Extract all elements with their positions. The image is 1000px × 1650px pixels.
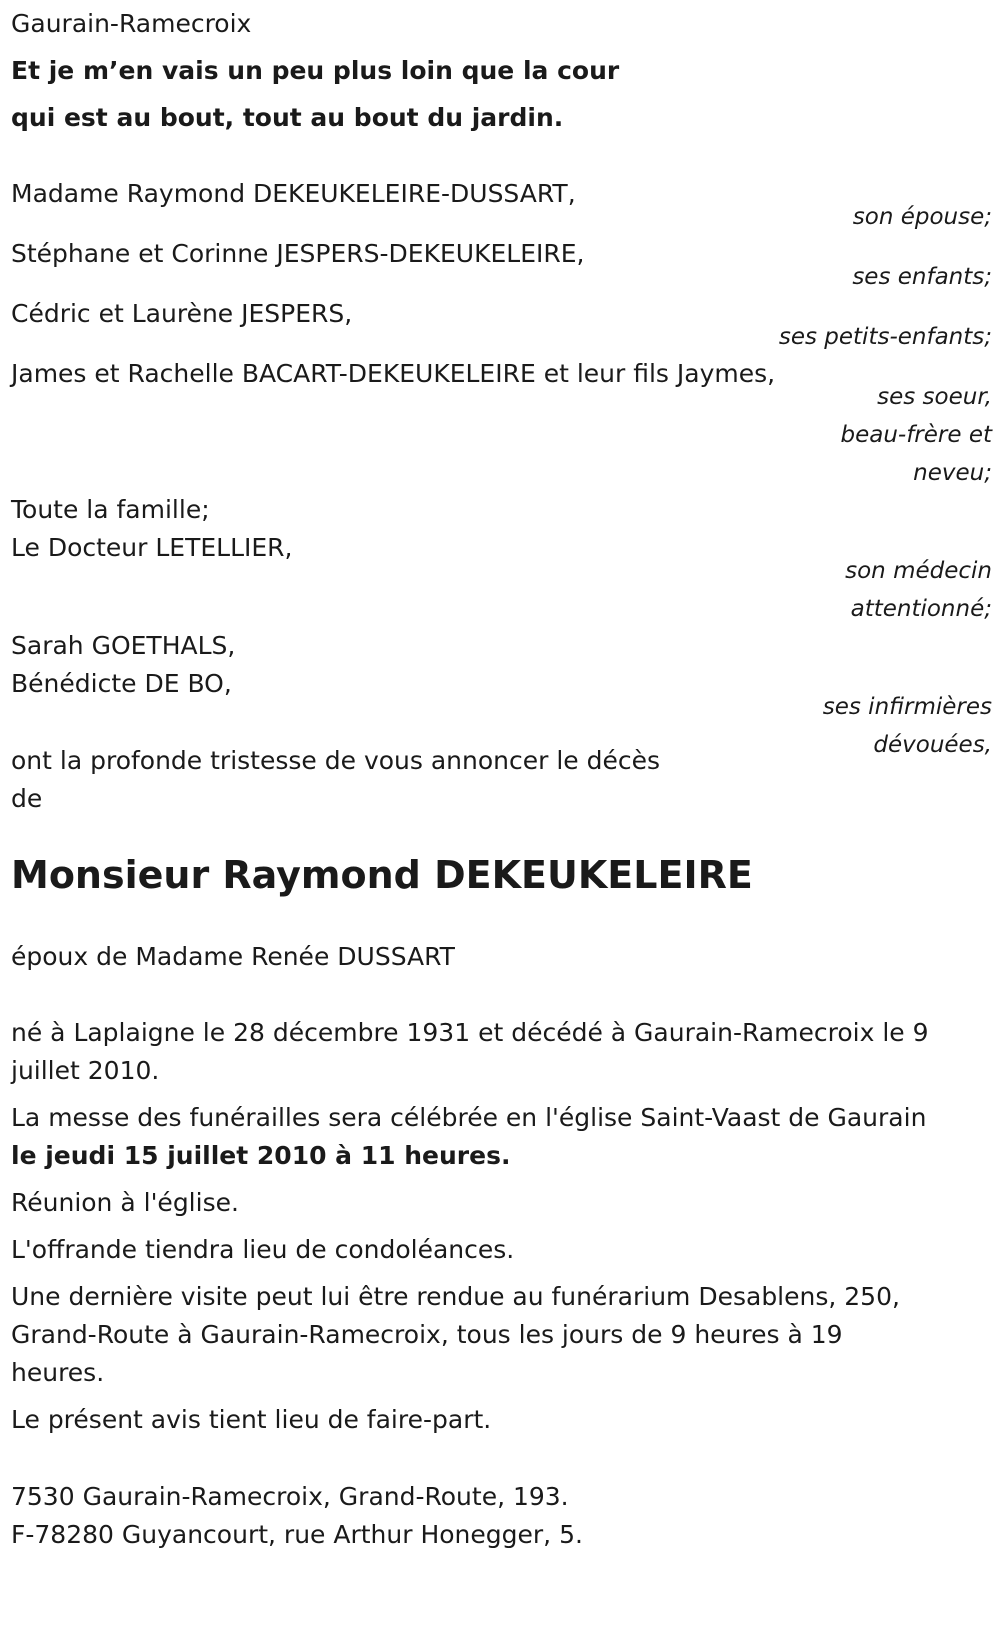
quote-line-1: Et je m’en vais un peu plus loin que la cour [11,56,620,85]
visit-line-2: Grand-Route à Gaurain-Ramecroix, tous les jours de 9 heures à 19 [11,1320,843,1349]
relation-sister-line-1: ses soeur, [877,384,992,410]
meeting-info: Réunion à l'église. [11,1188,239,1217]
birth-death-line-2: juillet 2010. [11,1056,160,1085]
deceased-spouse: époux de Madame Renée DUSSART [11,942,455,971]
family-member-nurse-2: Bénédicte DE BO, [11,669,232,698]
funeral-line-1: La messe des funérailles sera célébrée en l'église Saint-Vaast de Gaurain [11,1103,927,1132]
location-heading: Gaurain-Ramecroix [11,9,252,38]
relation-nurses-line-2: dévouées, [873,732,992,758]
family-member-sister: James et Rachelle BACART-DEKEUKELEIRE et leur fils Jaymes, [11,359,776,388]
deceased-name: Monsieur Raymond DEKEUKELEIRE [11,853,753,897]
announcement-line-2: de [11,784,43,813]
family-member-nurse-1: Sarah GOETHALS, [11,631,236,660]
relation-sister-line-3: neveu; [913,460,992,486]
relation-nurses-line-1: ses infirmières [822,694,992,720]
address-1: 7530 Gaurain-Ramecroix, Grand-Route, 193. [11,1482,569,1511]
visit-line-1: Une dernière visite peut lui être rendue au funérarium Desablens, 250, [11,1282,900,1311]
relation-grandchildren: ses petits-enfants; [778,324,992,350]
address-2: F-78280 Guyancourt, rue Arthur Honegger, 5. [11,1520,583,1549]
family-member-all: Toute la famille; [11,495,210,524]
notice-info: Le présent avis tient lieu de faire-part. [11,1405,492,1434]
family-member-children: Stéphane et Corinne JESPERS-DEKEUKELEIRE, [11,239,585,268]
birth-death-line-1: né à Laplaigne le 28 décembre 1931 et décédé à Gaurain-Ramecroix le 9 [11,1018,929,1047]
funeral-date: le jeudi 15 juillet 2010 à 11 heures. [11,1141,511,1170]
offering-info: L'offrande tiendra lieu de condoléances. [11,1235,515,1264]
visit-line-3: heures. [11,1358,105,1387]
announcement-line-1: ont la profonde tristesse de vous annoncer le décès [11,746,661,775]
relation-sister-line-2: beau-frère et [840,422,992,448]
relation-doctor-line-1: son médecin [845,558,992,584]
family-member-doctor: Le Docteur LETELLIER, [11,533,293,562]
relation-doctor-line-2: attentionné; [850,596,992,622]
family-member-grandchildren: Cédric et Laurène JESPERS, [11,299,353,328]
quote-line-2: qui est au bout, tout au bout du jardin. [11,103,564,132]
relation-children: ses enfants; [852,264,992,290]
family-member-spouse: Madame Raymond DEKEUKELEIRE-DUSSART, [11,179,576,208]
relation-spouse: son épouse; [852,204,992,230]
